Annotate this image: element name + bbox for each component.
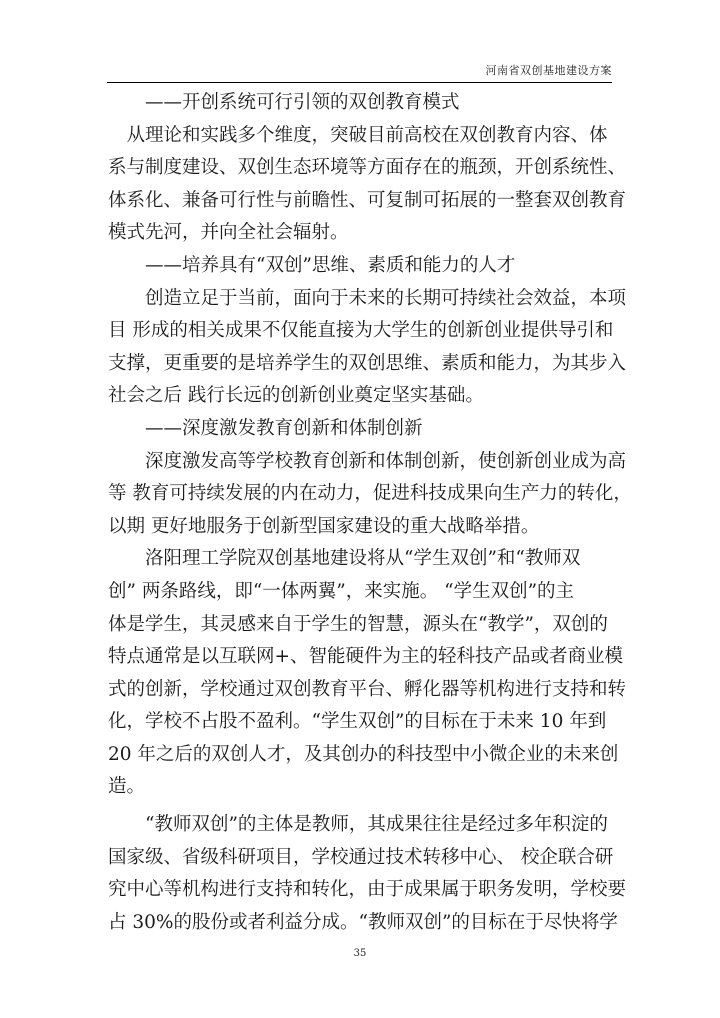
text-line: 洛阳理工学院双创基地建设将从“学生双创”和“教师双 bbox=[108, 548, 581, 570]
text-line: 化，学校不占股不盈利。“学生双创”的目标在于未来 10 年到 bbox=[108, 711, 607, 733]
text-line: 式的创新，学校通过双创教育平台、孵化器等机构进行支持和转 bbox=[108, 678, 627, 700]
text-line: ——培养具有“双创”思维、素质和能力的人才 bbox=[108, 254, 516, 276]
text-line: 目 形成的相关成果不仅能直接为大学生的创新创业提供导引和 bbox=[108, 320, 614, 342]
text-line: 从理论和实践多个维度，突破目前高校在双创教育内容、体 bbox=[108, 124, 608, 146]
text-line: 占 30%的股份或者利益分成。“教师双创”的目标在于尽快将学 bbox=[108, 911, 618, 933]
text-line: “教师双创”的主体是教师，其成果往往是经过多年积淀的 bbox=[108, 814, 608, 836]
text-line: 等 教育可持续发展的内在动力，促进科技成果向生产力的转化， bbox=[108, 483, 632, 505]
text-line: ——开创系统可行引领的双创教育模式 bbox=[108, 92, 460, 113]
page-header bbox=[107, 52, 612, 83]
text-line: ——深度激发教育创新和体制创新 bbox=[108, 417, 423, 439]
text-line: 深度激发高等学校教育创新和体制创新，使创新创业成为高 bbox=[108, 450, 627, 472]
text-line: 究中心等机构进行支持和转化，由于成果属于职务发明，学校要 bbox=[108, 879, 627, 901]
text-line: 特点通常是以互联网+、智能硬件为主的轻科技产品或者商业模 bbox=[108, 646, 624, 668]
text-line: 创造立足于当前，面向于未来的长期可持续社会效益，本项 bbox=[108, 287, 627, 309]
document-body bbox=[108, 87, 632, 939]
text-line: 支撑，更重要的是培养学生的双创思维、素质和能力，为其步入 bbox=[108, 352, 627, 374]
text-line: 20 年之后的双创人才，及其创办的科技型中小微企业的未来创 bbox=[108, 743, 619, 765]
text-line: 体是学生，其灵感来自于学生的智慧，源头在“教学”，双创的 bbox=[108, 613, 608, 635]
header-title: 河南省双创基地建设方案 bbox=[485, 64, 612, 77]
text-line: 造。 bbox=[108, 776, 146, 798]
page-number: 35 bbox=[353, 948, 367, 959]
text-line: 模式先河，并向全社会辐射。 bbox=[108, 222, 349, 244]
text-line: 体系化、兼备可行性与前瞻性、可复制可拓展的一整套双创教育 bbox=[108, 189, 627, 211]
text-line: 社会之后 践行长远的创新创业奠定坚实基础。 bbox=[108, 385, 484, 407]
text-line: 创” 两条路线，即“一体两翼”，来实施。 “学生双创”的主 bbox=[108, 580, 575, 602]
text-line: 系与制度建设、双创生态环境等方面存在的瓶颈，开创系统性、 bbox=[108, 157, 627, 179]
text-line: 国家级、省级科研项目，学校通过技术转移中心、 校企联合研 bbox=[108, 846, 614, 868]
text-line: 以期 更好地服务于创新型国家建设的重大战略举措。 bbox=[108, 515, 540, 537]
